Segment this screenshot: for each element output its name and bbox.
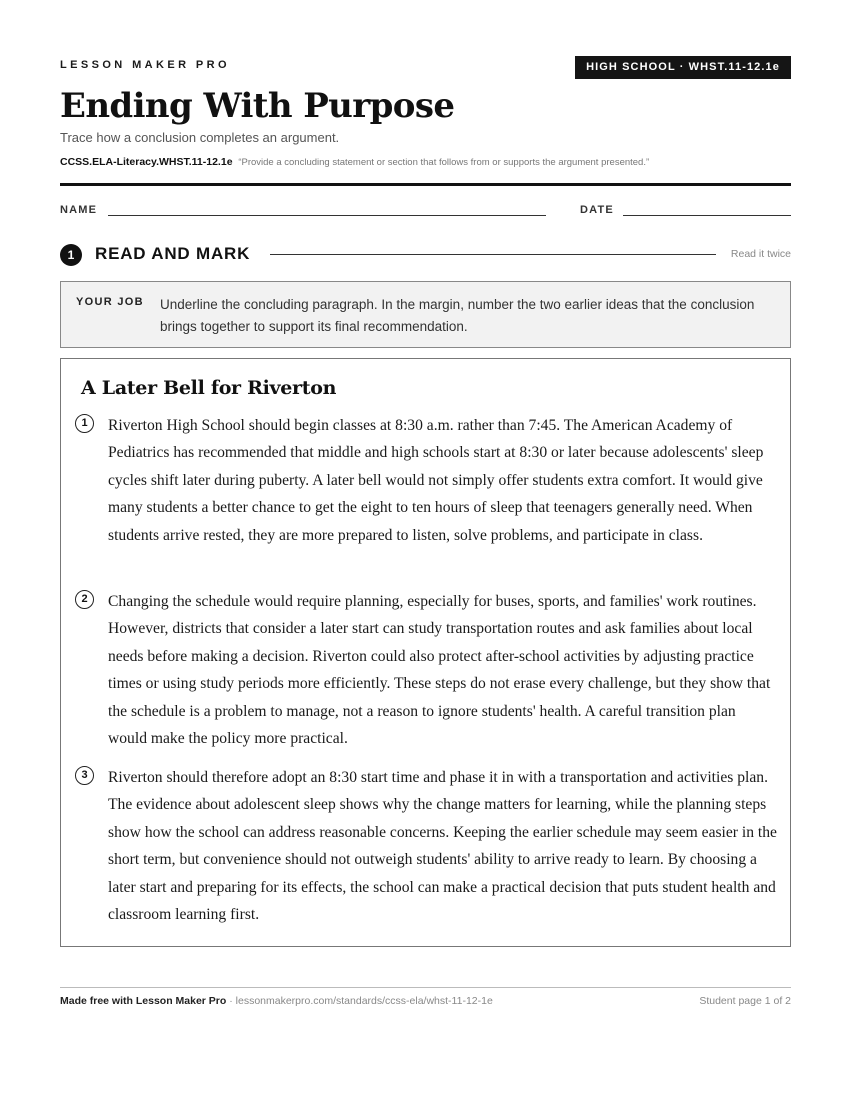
paragraph-number-3: 3 <box>75 766 94 785</box>
worksheet-page <box>60 0 791 1100</box>
instructions-box <box>60 281 791 348</box>
standard-line <box>60 156 791 168</box>
reading-passage <box>60 358 791 947</box>
standard-code: CCSS.ELA-Literacy.WHST.11-12.1e <box>60 156 233 168</box>
instructions-label: YOUR JOB <box>76 296 144 308</box>
standard-quote: “Provide a concluding statement or section that follows from or supports the argument presented.” <box>238 157 650 168</box>
section-divider <box>270 254 716 255</box>
name-date-row <box>60 204 791 220</box>
date-field[interactable] <box>623 215 791 216</box>
paragraph-number-2: 2 <box>75 590 94 609</box>
section-title: READ AND MARK <box>95 244 251 263</box>
brand-name: LESSON MAKER PRO <box>60 59 230 71</box>
name-label: NAME <box>60 204 98 216</box>
page-title: Ending With Purpose <box>60 86 455 126</box>
paragraph-number-1: 1 <box>75 414 94 433</box>
footer-url: · lessonmakerpro.com/standards/ccss-ela/whst-11-12-1e <box>226 995 493 1007</box>
passage-paragraph-2: Changing the schedule would require planning, especially for buses, sports, and families' work routines. However, districts that consider a later start can study transportation routes and ask families about local needs before making a decision. Riverton could also protect after-school activities by adjusting practice times or using study periods more efficiently. These steps do not erase every challenge, but they show that the schedule is a problem to manage, not a reason to ignore students' health. A careful transition plan would make the policy more practical. <box>108 593 771 748</box>
grade-standard-badge: HIGH SCHOOL · WHST.11-12.1e <box>575 56 791 79</box>
passage-paragraph-3: Riverton should therefore adopt an 8:30 start time and phase it in with a transportation and activities plan. The evidence about adolescent sleep shows why the change matters for learning, while the planning steps show how the school can address reasonable concerns. Keeping the earlier schedule may seem easier in the short term, but convenience should not outweigh students' ability to arrive ready to learn. By choosing a later start and preparing for its effects, the school can make a practical decision that puts student health and classroom learning first. <box>108 769 777 924</box>
section-header <box>60 242 791 266</box>
date-label: DATE <box>580 204 614 216</box>
page-subtitle: Trace how a conclusion completes an argument. <box>60 130 340 145</box>
page-footer <box>60 995 791 1009</box>
section-note: Read it twice <box>730 248 791 260</box>
footer-credit: Made free with Lesson Maker Pro <box>60 995 227 1007</box>
section-number-badge: 1 <box>60 244 82 266</box>
instructions-text: Underline the concluding paragraph. In the margin, number the two earlier ideas that the conclusion brings together to support its final recommendation. <box>160 297 755 334</box>
name-field[interactable] <box>108 215 546 216</box>
footer-divider <box>60 987 791 988</box>
header-divider <box>60 183 791 186</box>
passage-title: A Later Bell for Riverton <box>81 377 337 399</box>
footer-page-number: Student page 1 of 2 <box>699 995 791 1007</box>
brand-row <box>60 56 791 80</box>
passage-paragraph-1: Riverton High School should begin classes at 8:30 a.m. rather than 7:45. The American Academy of Pediatrics has recommended that middle and high schools start at 8:30 or later because adolescents' sleep cycles shift later during puberty. A later bell would not simply offer students extra comfort. It would give many students a better chance to get the eight to ten hours of sleep that teenagers generally need. When students arrive rested, they are more prepared to listen, solve problems, and participate in class. <box>108 417 764 544</box>
